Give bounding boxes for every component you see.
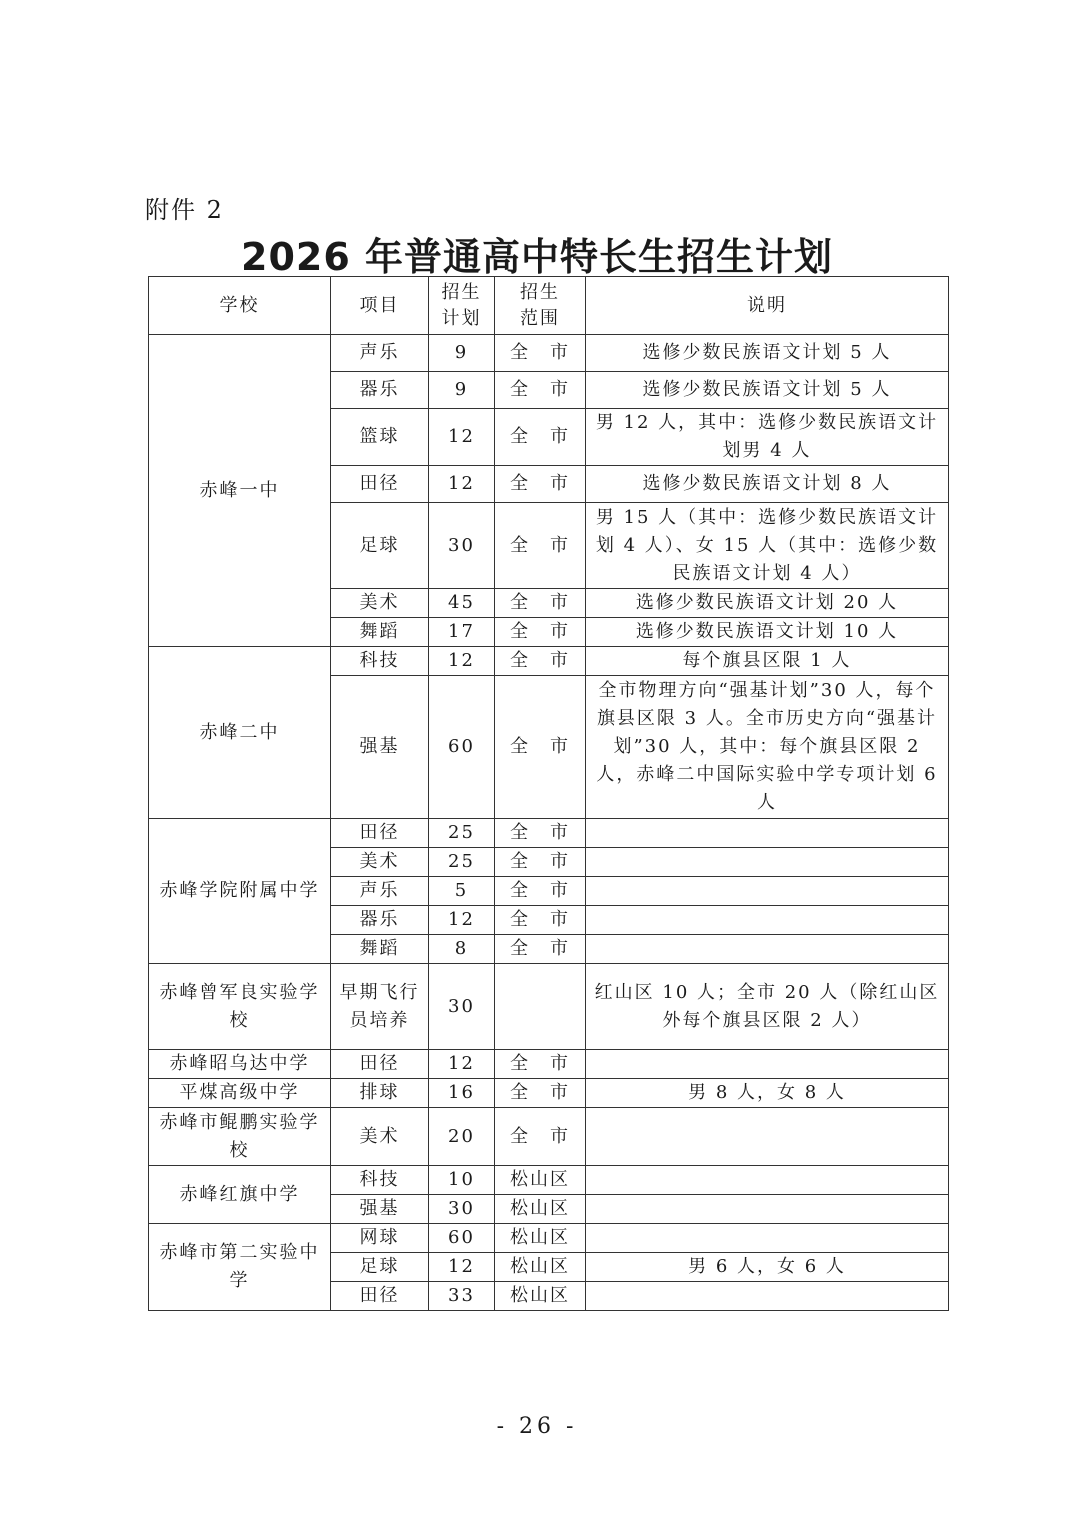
range-cell: 全 市 — [495, 935, 586, 964]
quota-cell: 8 — [429, 935, 495, 964]
range-cell: 全 市 — [495, 372, 586, 409]
range-cell: 全 市 — [495, 503, 586, 589]
quota-cell: 25 — [429, 819, 495, 848]
range-cell: 全 市 — [495, 1108, 586, 1166]
item-cell: 足球 — [331, 503, 429, 589]
quota-cell: 12 — [429, 466, 495, 503]
note-cell — [586, 1050, 949, 1079]
item-cell: 科技 — [331, 647, 429, 676]
quota-cell: 33 — [429, 1282, 495, 1311]
range-cell: 全 市 — [495, 589, 586, 618]
item-cell: 网球 — [331, 1224, 429, 1253]
item-cell: 舞蹈 — [331, 618, 429, 647]
item-cell: 足球 — [331, 1253, 429, 1282]
quota-cell: 9 — [429, 335, 495, 372]
item-cell: 篮球 — [331, 409, 429, 466]
table-row — [149, 819, 949, 848]
range-cell: 全 市 — [495, 618, 586, 647]
range-cell: 松山区 — [495, 1282, 586, 1311]
item-cell: 美术 — [331, 848, 429, 877]
range-cell: 全 市 — [495, 906, 586, 935]
quota-cell: 9 — [429, 372, 495, 409]
school-name-cell: 赤峰市第二实验中学 — [149, 1224, 331, 1311]
table-row — [149, 1166, 949, 1195]
item-cell: 田径 — [331, 466, 429, 503]
table-row — [149, 1108, 949, 1166]
item-cell: 器乐 — [331, 372, 429, 409]
school-name-cell: 赤峰市鲲鹏实验学校 — [149, 1108, 331, 1166]
quota-cell: 30 — [429, 503, 495, 589]
quota-cell: 12 — [429, 1253, 495, 1282]
note-cell: 选修少数民族语文计划 8 人 — [586, 466, 949, 503]
range-cell: 全 市 — [495, 335, 586, 372]
quota-cell: 12 — [429, 1050, 495, 1079]
note-cell: 男 6 人，女 6 人 — [586, 1253, 949, 1282]
quota-cell: 10 — [429, 1166, 495, 1195]
note-cell — [586, 1108, 949, 1166]
note-cell: 选修少数民族语文计划 20 人 — [586, 589, 949, 618]
item-cell: 排球 — [331, 1079, 429, 1108]
note-cell: 全市物理方向“强基计划”30 人，每个旗县区限 3 人。全市历史方向“强基计划”30 人，其中：每个旗县区限 2 人，赤峰二中国际实验中学专项计划 6 人 — [586, 676, 949, 819]
page-title: 2026 年普通高中特长生招生计划 — [241, 235, 833, 279]
note-cell — [586, 1224, 949, 1253]
school-name-cell: 赤峰学院附属中学 — [149, 819, 331, 964]
item-cell: 器乐 — [331, 906, 429, 935]
note-cell — [586, 906, 949, 935]
range-cell: 全 市 — [495, 819, 586, 848]
quota-cell: 20 — [429, 1108, 495, 1166]
range-cell: 全 市 — [495, 466, 586, 503]
range-cell: 全 市 — [495, 676, 586, 819]
item-cell: 早期飞行员培养 — [331, 964, 429, 1050]
note-cell — [586, 819, 949, 848]
note-cell: 选修少数民族语文计划 5 人 — [586, 335, 949, 372]
item-cell: 田径 — [331, 1282, 429, 1311]
range-cell: 全 市 — [495, 1079, 586, 1108]
item-cell: 强基 — [331, 676, 429, 819]
header-row — [149, 277, 949, 335]
item-cell: 田径 — [331, 1050, 429, 1079]
item-cell: 强基 — [331, 1195, 429, 1224]
note-cell — [586, 877, 949, 906]
header-range: 招生 范围 — [495, 277, 586, 335]
range-cell: 松山区 — [495, 1253, 586, 1282]
note-cell: 每个旗县区限 1 人 — [586, 647, 949, 676]
item-cell: 美术 — [331, 1108, 429, 1166]
note-cell — [586, 1195, 949, 1224]
item-cell: 舞蹈 — [331, 935, 429, 964]
quota-cell: 16 — [429, 1079, 495, 1108]
note-cell: 男 12 人，其中：选修少数民族语文计划男 4 人 — [586, 409, 949, 466]
note-cell — [586, 1282, 949, 1311]
header-item: 项目 — [331, 277, 429, 335]
range-cell: 全 市 — [495, 848, 586, 877]
quota-cell: 17 — [429, 618, 495, 647]
school-name-cell: 平煤高级中学 — [149, 1079, 331, 1108]
table-row — [149, 964, 949, 1050]
quota-cell: 25 — [429, 848, 495, 877]
note-cell — [586, 1166, 949, 1195]
item-cell: 田径 — [331, 819, 429, 848]
note-cell: 红山区 10 人；全市 20 人（除红山区外每个旗县区限 2 人） — [586, 964, 949, 1050]
table-row — [149, 335, 949, 372]
quota-cell: 12 — [429, 647, 495, 676]
attachment-label: 附件 2 — [145, 196, 224, 224]
school-name-cell: 赤峰一中 — [149, 335, 331, 647]
school-name-cell: 赤峰昭乌达中学 — [149, 1050, 331, 1079]
quota-cell: 45 — [429, 589, 495, 618]
item-cell: 声乐 — [331, 335, 429, 372]
quota-cell: 60 — [429, 676, 495, 819]
table-row — [149, 647, 949, 676]
item-cell: 声乐 — [331, 877, 429, 906]
note-cell: 男 8 人，女 8 人 — [586, 1079, 949, 1108]
quota-cell: 12 — [429, 906, 495, 935]
note-cell: 选修少数民族语文计划 10 人 — [586, 618, 949, 647]
school-name-cell: 赤峰二中 — [149, 647, 331, 819]
school-name-cell: 赤峰红旗中学 — [149, 1166, 331, 1224]
page-number: - 26 - — [496, 1414, 578, 1439]
range-cell: 全 市 — [495, 877, 586, 906]
note-cell — [586, 935, 949, 964]
range-cell: 全 市 — [495, 647, 586, 676]
school-name-cell: 赤峰曾军良实验学校 — [149, 964, 331, 1050]
range-cell: 松山区 — [495, 1195, 586, 1224]
quota-cell: 60 — [429, 1224, 495, 1253]
quota-cell: 12 — [429, 409, 495, 466]
enrollment-plan-table — [148, 276, 949, 1311]
range-cell — [495, 964, 586, 1050]
header-note: 说明 — [586, 277, 949, 335]
quota-cell: 30 — [429, 1195, 495, 1224]
table-row — [149, 1050, 949, 1079]
table-body — [149, 335, 949, 1311]
header-school: 学校 — [149, 277, 331, 335]
note-cell — [586, 848, 949, 877]
item-cell: 美术 — [331, 589, 429, 618]
note-cell: 男 15 人（其中：选修少数民族语文计划 4 人）、女 15 人（其中：选修少数民族语文计划 4 人） — [586, 503, 949, 589]
range-cell: 全 市 — [495, 1050, 586, 1079]
quota-cell: 30 — [429, 964, 495, 1050]
item-cell: 科技 — [331, 1166, 429, 1195]
range-cell: 松山区 — [495, 1166, 586, 1195]
quota-cell: 5 — [429, 877, 495, 906]
range-cell: 松山区 — [495, 1224, 586, 1253]
note-cell: 选修少数民族语文计划 5 人 — [586, 372, 949, 409]
table-row — [149, 1079, 949, 1108]
range-cell: 全 市 — [495, 409, 586, 466]
table-row — [149, 1224, 949, 1253]
header-quota: 招生 计划 — [429, 277, 495, 335]
